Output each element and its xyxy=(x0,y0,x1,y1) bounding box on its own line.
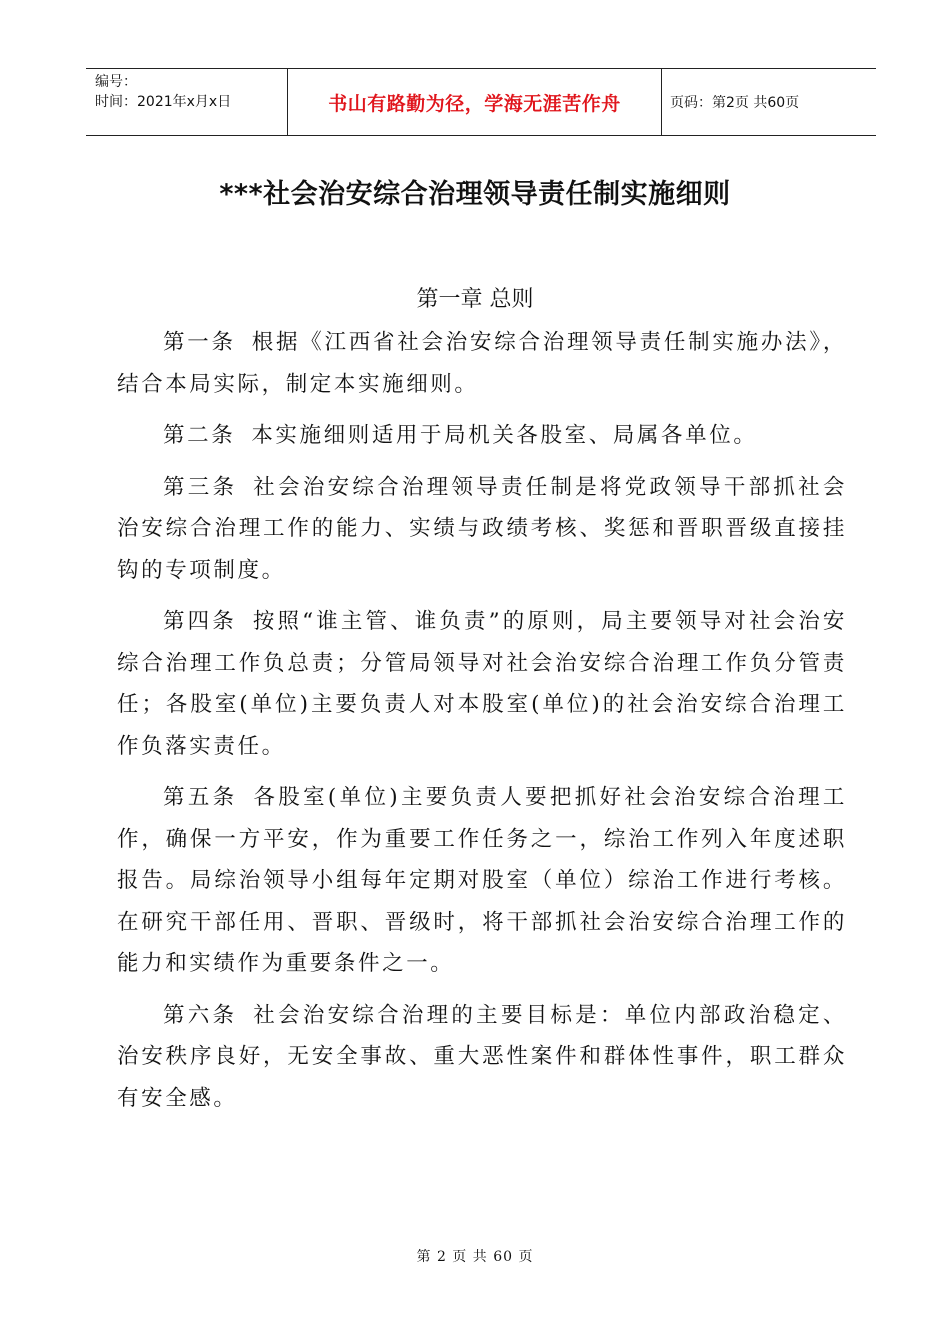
time-label: 时间：2021年x月x日 xyxy=(95,94,232,110)
article-text: 社会治安综合治理的主要目标是：单位内部政治稳定、治安秩序良好，无安全事故、重大恶性案件和群体性事件，职工群众有安全感。 xyxy=(117,1002,847,1111)
article-6 xyxy=(117,995,847,1120)
article-text: 社会治安综合治理领导责任制是将党政领导干部抓社会治安综合治理工作的能力、实绩与政绩考核、奖惩和晋职晋级直接挂钩的专项制度。 xyxy=(117,474,847,583)
article-number: 第四条 xyxy=(163,609,237,634)
article-text: 根据《江西省社会治安综合治理领导责任制实施办法》，结合本局实际，制定本实施细则。 xyxy=(117,330,847,397)
header-motto: 书山有路勤为径，学海无涯苦作舟 xyxy=(288,69,662,135)
article-5 xyxy=(117,777,847,985)
page-footer: 第 2 页 共 60 页 xyxy=(416,1249,534,1265)
article-3 xyxy=(117,467,847,592)
document-header xyxy=(86,68,876,136)
article-1 xyxy=(117,322,847,405)
article-text: 本实施细则适用于局机关各股室、局属各单位。 xyxy=(251,423,758,448)
number-label: 编号： xyxy=(95,74,137,90)
article-2 xyxy=(117,415,847,457)
article-text: 各股室(单位)主要负责人要把抓好社会治安综合治理工作，确保一方平安，作为重要工作任务之一，综治工作列入年度述职报告。局综治领导小组每年定期对股室（单位）综治工作进行考核。在研究干部任用、晋职、晋级时，将干部抓社会治安综合治理工作的能力和实绩作为重要条件之一。 xyxy=(117,785,847,976)
article-number: 第二条 xyxy=(163,423,236,448)
header-page-info: 页码：第2页 共60页 xyxy=(670,95,800,111)
article-number: 第五条 xyxy=(163,785,238,810)
article-text: 按照“谁主管、谁负责”的原则，局主要领导对社会治安综合治理工作负总责；分管局领导对社会治安综合治理工作负分管责任；各股室(单位)主要负责人对本股室(单位)的社会治安综合治理工作负落实责任。 xyxy=(117,609,847,759)
article-number: 第六条 xyxy=(163,1002,238,1028)
article-4 xyxy=(117,601,847,767)
document-title: ***社会治安综合治理领导责任制实施细则 xyxy=(219,179,731,210)
chapter-heading: 第一章 总则 xyxy=(416,287,534,312)
header-meta xyxy=(86,69,288,135)
document-body xyxy=(117,322,847,1129)
article-number: 第一条 xyxy=(163,330,236,355)
article-number: 第三条 xyxy=(163,474,238,500)
